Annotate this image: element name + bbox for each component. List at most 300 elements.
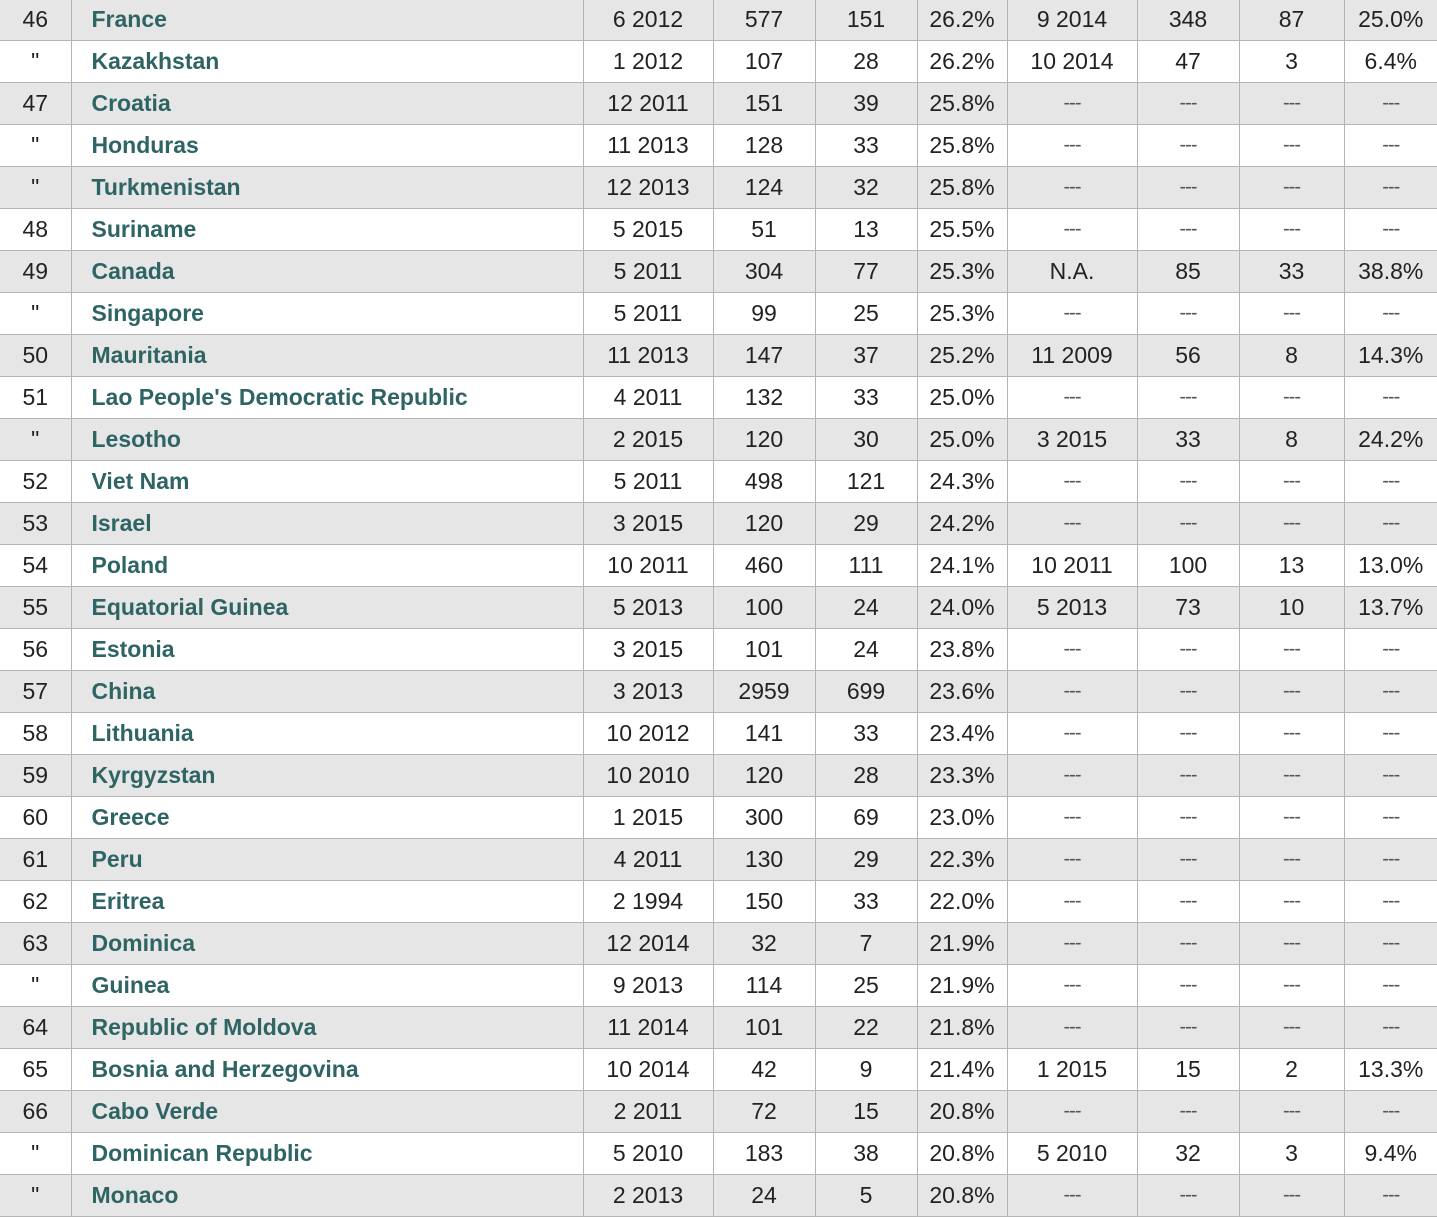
rank-cell: 59 [0,755,71,797]
rank-cell: 46 [0,0,71,41]
lower-seats-cell: 130 [713,839,815,881]
upper-election-cell: --- [1007,881,1137,923]
table-row [0,167,1437,209]
lower-election-cell: 2 2015 [583,419,713,461]
lower-women-cell: 37 [815,335,917,377]
country-cell[interactable]: Estonia [71,629,583,671]
upper-percent-cell: --- [1344,965,1437,1007]
lower-election-cell: 10 2011 [583,545,713,587]
table-row [0,923,1437,965]
rank-cell: 64 [0,1007,71,1049]
table-row [0,1049,1437,1091]
lower-election-cell: 10 2010 [583,755,713,797]
upper-seats-cell: --- [1137,1175,1239,1217]
upper-seats-cell: --- [1137,923,1239,965]
table-row [0,125,1437,167]
lower-seats-cell: 99 [713,293,815,335]
upper-seats-cell: --- [1137,881,1239,923]
upper-seats-cell: --- [1137,1007,1239,1049]
lower-women-cell: 32 [815,167,917,209]
upper-seats-cell: --- [1137,125,1239,167]
upper-seats-cell: 32 [1137,1133,1239,1175]
lower-seats-cell: 150 [713,881,815,923]
lower-percent-cell: 20.8% [917,1133,1007,1175]
upper-seats-cell: --- [1137,797,1239,839]
upper-women-cell: 13 [1239,545,1344,587]
lower-seats-cell: 124 [713,167,815,209]
upper-percent-cell: 13.7% [1344,587,1437,629]
lower-women-cell: 28 [815,755,917,797]
upper-seats-cell: --- [1137,671,1239,713]
table-row [0,419,1437,461]
lower-women-cell: 5 [815,1175,917,1217]
lower-percent-cell: 22.0% [917,881,1007,923]
upper-election-cell: --- [1007,293,1137,335]
country-cell[interactable]: Monaco [71,1175,583,1217]
lower-seats-cell: 120 [713,503,815,545]
country-cell[interactable]: Greece [71,797,583,839]
rank-cell: " [0,125,71,167]
country-cell[interactable]: France [71,0,583,41]
rank-cell: 60 [0,797,71,839]
upper-election-cell: 5 2013 [1007,587,1137,629]
lower-seats-cell: 183 [713,1133,815,1175]
table-row [0,755,1437,797]
lower-women-cell: 39 [815,83,917,125]
country-cell[interactable]: Kyrgyzstan [71,755,583,797]
lower-election-cell: 4 2011 [583,839,713,881]
table-row [0,41,1437,83]
upper-seats-cell: --- [1137,83,1239,125]
upper-women-cell: --- [1239,503,1344,545]
lower-seats-cell: 120 [713,755,815,797]
rank-cell: 52 [0,461,71,503]
lower-seats-cell: 101 [713,1007,815,1049]
lower-percent-cell: 23.0% [917,797,1007,839]
table-row [0,461,1437,503]
table-row [0,377,1437,419]
lower-seats-cell: 460 [713,545,815,587]
rank-cell: 55 [0,587,71,629]
rank-cell: 50 [0,335,71,377]
lower-women-cell: 30 [815,419,917,461]
upper-election-cell: --- [1007,167,1137,209]
upper-seats-cell: --- [1137,965,1239,1007]
upper-seats-cell: --- [1137,755,1239,797]
table-row [0,293,1437,335]
upper-election-cell: --- [1007,965,1137,1007]
upper-percent-cell: --- [1344,461,1437,503]
lower-percent-cell: 21.9% [917,923,1007,965]
upper-election-cell: --- [1007,503,1137,545]
upper-women-cell: --- [1239,1007,1344,1049]
lower-seats-cell: 304 [713,251,815,293]
lower-election-cell: 3 2015 [583,629,713,671]
rank-cell: 57 [0,671,71,713]
lower-election-cell: 2 2013 [583,1175,713,1217]
country-cell[interactable]: Croatia [71,83,583,125]
rank-cell: " [0,293,71,335]
upper-women-cell: 10 [1239,587,1344,629]
table-row [0,671,1437,713]
upper-election-cell: 10 2014 [1007,41,1137,83]
country-cell[interactable]: Honduras [71,125,583,167]
upper-women-cell: --- [1239,293,1344,335]
upper-percent-cell: --- [1344,209,1437,251]
lower-seats-cell: 100 [713,587,815,629]
upper-seats-cell: --- [1137,377,1239,419]
upper-women-cell: --- [1239,839,1344,881]
lower-percent-cell: 25.8% [917,167,1007,209]
lower-women-cell: 33 [815,377,917,419]
upper-percent-cell: 24.2% [1344,419,1437,461]
rank-cell: 48 [0,209,71,251]
upper-percent-cell: --- [1344,755,1437,797]
lower-election-cell: 12 2013 [583,167,713,209]
upper-election-cell: 1 2015 [1007,1049,1137,1091]
upper-election-cell: --- [1007,1091,1137,1133]
upper-election-cell: --- [1007,1007,1137,1049]
lower-women-cell: 13 [815,209,917,251]
table-row [0,713,1437,755]
upper-percent-cell: 6.4% [1344,41,1437,83]
lower-women-cell: 151 [815,0,917,41]
lower-election-cell: 1 2012 [583,41,713,83]
upper-seats-cell: --- [1137,167,1239,209]
rank-cell: 66 [0,1091,71,1133]
lower-election-cell: 5 2011 [583,293,713,335]
country-cell[interactable]: Dominica [71,923,583,965]
upper-women-cell: --- [1239,629,1344,671]
country-cell[interactable]: Eritrea [71,881,583,923]
lower-percent-cell: 20.8% [917,1091,1007,1133]
lower-percent-cell: 24.1% [917,545,1007,587]
upper-percent-cell: --- [1344,839,1437,881]
upper-women-cell: --- [1239,461,1344,503]
rank-cell: 51 [0,377,71,419]
upper-seats-cell: --- [1137,1091,1239,1133]
lower-election-cell: 2 2011 [583,1091,713,1133]
upper-percent-cell: --- [1344,671,1437,713]
lower-election-cell: 3 2015 [583,503,713,545]
lower-percent-cell: 22.3% [917,839,1007,881]
lower-seats-cell: 132 [713,377,815,419]
table-row [0,1091,1437,1133]
lower-women-cell: 33 [815,881,917,923]
lower-percent-cell: 25.0% [917,377,1007,419]
rank-cell: 56 [0,629,71,671]
country-cell[interactable]: Suriname [71,209,583,251]
upper-percent-cell: --- [1344,1091,1437,1133]
country-cell[interactable]: Israel [71,503,583,545]
upper-percent-cell: --- [1344,83,1437,125]
rank-cell: " [0,41,71,83]
upper-percent-cell: 38.8% [1344,251,1437,293]
upper-election-cell: --- [1007,377,1137,419]
upper-women-cell: 33 [1239,251,1344,293]
lower-women-cell: 24 [815,587,917,629]
lower-seats-cell: 300 [713,797,815,839]
upper-election-cell: --- [1007,629,1137,671]
upper-election-cell: --- [1007,209,1137,251]
country-cell[interactable]: Peru [71,839,583,881]
lower-women-cell: 33 [815,125,917,167]
table-row [0,0,1437,41]
upper-women-cell: --- [1239,167,1344,209]
lower-percent-cell: 24.3% [917,461,1007,503]
upper-election-cell: --- [1007,755,1137,797]
upper-women-cell: --- [1239,125,1344,167]
lower-seats-cell: 577 [713,0,815,41]
upper-women-cell: 8 [1239,419,1344,461]
lower-seats-cell: 2959 [713,671,815,713]
upper-percent-cell: --- [1344,293,1437,335]
lower-seats-cell: 32 [713,923,815,965]
upper-women-cell: --- [1239,1175,1344,1217]
lower-women-cell: 121 [815,461,917,503]
table-row [0,965,1437,1007]
lower-election-cell: 2 1994 [583,881,713,923]
country-cell[interactable]: Cabo Verde [71,1091,583,1133]
lower-percent-cell: 25.2% [917,335,1007,377]
upper-women-cell: --- [1239,923,1344,965]
lower-election-cell: 12 2014 [583,923,713,965]
lower-women-cell: 24 [815,629,917,671]
rank-cell: 65 [0,1049,71,1091]
lower-election-cell: 9 2013 [583,965,713,1007]
table-row [0,1007,1437,1049]
lower-election-cell: 10 2012 [583,713,713,755]
lower-percent-cell: 24.0% [917,587,1007,629]
lower-seats-cell: 107 [713,41,815,83]
upper-women-cell: --- [1239,713,1344,755]
country-cell[interactable]: Poland [71,545,583,587]
rank-cell: " [0,965,71,1007]
upper-percent-cell: --- [1344,881,1437,923]
country-cell[interactable]: Kazakhstan [71,41,583,83]
upper-election-cell: --- [1007,923,1137,965]
upper-election-cell: 9 2014 [1007,0,1137,41]
table-row [0,587,1437,629]
upper-election-cell: N.A. [1007,251,1137,293]
upper-women-cell: --- [1239,755,1344,797]
lower-percent-cell: 26.2% [917,0,1007,41]
rank-cell: " [0,167,71,209]
country-cell[interactable]: Guinea [71,965,583,1007]
upper-percent-cell: --- [1344,377,1437,419]
upper-seats-cell: --- [1137,503,1239,545]
upper-women-cell: 8 [1239,335,1344,377]
lower-percent-cell: 23.4% [917,713,1007,755]
upper-percent-cell: --- [1344,125,1437,167]
lower-seats-cell: 114 [713,965,815,1007]
upper-women-cell: 2 [1239,1049,1344,1091]
rank-cell: 61 [0,839,71,881]
upper-percent-cell: --- [1344,629,1437,671]
table-row [0,503,1437,545]
upper-seats-cell: 15 [1137,1049,1239,1091]
upper-percent-cell: --- [1344,797,1437,839]
lower-percent-cell: 25.5% [917,209,1007,251]
lower-seats-cell: 72 [713,1091,815,1133]
country-cell[interactable]: Bosnia and Herzegovina [71,1049,583,1091]
lower-women-cell: 9 [815,1049,917,1091]
rank-cell: " [0,419,71,461]
country-cell[interactable]: Canada [71,251,583,293]
lower-percent-cell: 26.2% [917,41,1007,83]
upper-election-cell: --- [1007,125,1137,167]
country-cell[interactable]: China [71,671,583,713]
upper-percent-cell: --- [1344,713,1437,755]
lower-seats-cell: 42 [713,1049,815,1091]
country-cell[interactable]: Lao People's Democratic Republic [71,377,583,419]
lower-women-cell: 15 [815,1091,917,1133]
upper-election-cell: 11 2009 [1007,335,1137,377]
lower-election-cell: 4 2011 [583,377,713,419]
upper-seats-cell: --- [1137,209,1239,251]
upper-percent-cell: 14.3% [1344,335,1437,377]
lower-election-cell: 5 2013 [583,587,713,629]
lower-percent-cell: 21.9% [917,965,1007,1007]
upper-women-cell: 87 [1239,0,1344,41]
upper-seats-cell: 73 [1137,587,1239,629]
upper-percent-cell: --- [1344,1175,1437,1217]
lower-seats-cell: 101 [713,629,815,671]
country-cell[interactable]: Turkmenistan [71,167,583,209]
lower-percent-cell: 24.2% [917,503,1007,545]
lower-election-cell: 1 2015 [583,797,713,839]
lower-percent-cell: 25.8% [917,83,1007,125]
lower-women-cell: 77 [815,251,917,293]
upper-seats-cell: --- [1137,293,1239,335]
table-row [0,1133,1437,1175]
upper-election-cell: --- [1007,797,1137,839]
lower-percent-cell: 20.8% [917,1175,1007,1217]
lower-percent-cell: 25.8% [917,125,1007,167]
upper-women-cell: --- [1239,209,1344,251]
lower-election-cell: 11 2013 [583,125,713,167]
lower-percent-cell: 25.0% [917,419,1007,461]
country-cell[interactable]: Singapore [71,293,583,335]
lower-election-cell: 5 2011 [583,251,713,293]
upper-seats-cell: 348 [1137,0,1239,41]
upper-election-cell: --- [1007,83,1137,125]
country-cell[interactable]: Dominican Republic [71,1133,583,1175]
table-row [0,251,1437,293]
lower-percent-cell: 23.6% [917,671,1007,713]
upper-percent-cell: 9.4% [1344,1133,1437,1175]
upper-women-cell: --- [1239,377,1344,419]
upper-percent-cell: 13.0% [1344,545,1437,587]
lower-women-cell: 69 [815,797,917,839]
table-row [0,545,1437,587]
upper-seats-cell: --- [1137,839,1239,881]
upper-election-cell: --- [1007,839,1137,881]
lower-women-cell: 7 [815,923,917,965]
table-row [0,797,1437,839]
upper-election-cell: --- [1007,713,1137,755]
upper-election-cell: 10 2011 [1007,545,1137,587]
lower-election-cell: 6 2012 [583,0,713,41]
lower-percent-cell: 23.3% [917,755,1007,797]
lower-election-cell: 10 2014 [583,1049,713,1091]
upper-seats-cell: 47 [1137,41,1239,83]
upper-women-cell: 3 [1239,41,1344,83]
country-cell[interactable]: Mauritania [71,335,583,377]
lower-election-cell: 5 2011 [583,461,713,503]
lower-seats-cell: 498 [713,461,815,503]
upper-seats-cell: 56 [1137,335,1239,377]
upper-percent-cell: 25.0% [1344,0,1437,41]
lower-seats-cell: 151 [713,83,815,125]
country-cell[interactable]: Equatorial Guinea [71,587,583,629]
upper-percent-cell: --- [1344,923,1437,965]
upper-election-cell: 3 2015 [1007,419,1137,461]
table-row [0,335,1437,377]
lower-seats-cell: 147 [713,335,815,377]
upper-women-cell: 3 [1239,1133,1344,1175]
upper-seats-cell: --- [1137,461,1239,503]
lower-seats-cell: 128 [713,125,815,167]
country-cell[interactable]: Lesotho [71,419,583,461]
upper-percent-cell: --- [1344,503,1437,545]
rank-cell: 54 [0,545,71,587]
upper-seats-cell: 100 [1137,545,1239,587]
rank-cell: 63 [0,923,71,965]
table-row [0,1175,1437,1217]
lower-women-cell: 29 [815,503,917,545]
upper-women-cell: --- [1239,1091,1344,1133]
upper-women-cell: --- [1239,83,1344,125]
lower-seats-cell: 120 [713,419,815,461]
lower-election-cell: 5 2015 [583,209,713,251]
lower-election-cell: 5 2010 [583,1133,713,1175]
upper-election-cell: 5 2010 [1007,1133,1137,1175]
country-cell[interactable]: Viet Nam [71,461,583,503]
lower-women-cell: 28 [815,41,917,83]
lower-election-cell: 11 2013 [583,335,713,377]
rank-cell: 62 [0,881,71,923]
rank-cell: 49 [0,251,71,293]
upper-seats-cell: --- [1137,713,1239,755]
lower-women-cell: 111 [815,545,917,587]
lower-election-cell: 3 2013 [583,671,713,713]
table-row [0,83,1437,125]
upper-seats-cell: --- [1137,629,1239,671]
lower-women-cell: 38 [815,1133,917,1175]
lower-percent-cell: 21.8% [917,1007,1007,1049]
country-cell[interactable]: Lithuania [71,713,583,755]
lower-seats-cell: 24 [713,1175,815,1217]
rank-cell: " [0,1133,71,1175]
lower-election-cell: 12 2011 [583,83,713,125]
table-row [0,839,1437,881]
upper-seats-cell: 33 [1137,419,1239,461]
lower-percent-cell: 25.3% [917,293,1007,335]
lower-seats-cell: 141 [713,713,815,755]
table-row [0,209,1437,251]
lower-women-cell: 699 [815,671,917,713]
rank-cell: 58 [0,713,71,755]
upper-election-cell: --- [1007,671,1137,713]
upper-women-cell: --- [1239,881,1344,923]
upper-seats-cell: 85 [1137,251,1239,293]
rank-cell: " [0,1175,71,1217]
country-cell[interactable]: Republic of Moldova [71,1007,583,1049]
table-row [0,629,1437,671]
lower-women-cell: 25 [815,965,917,1007]
lower-election-cell: 11 2014 [583,1007,713,1049]
